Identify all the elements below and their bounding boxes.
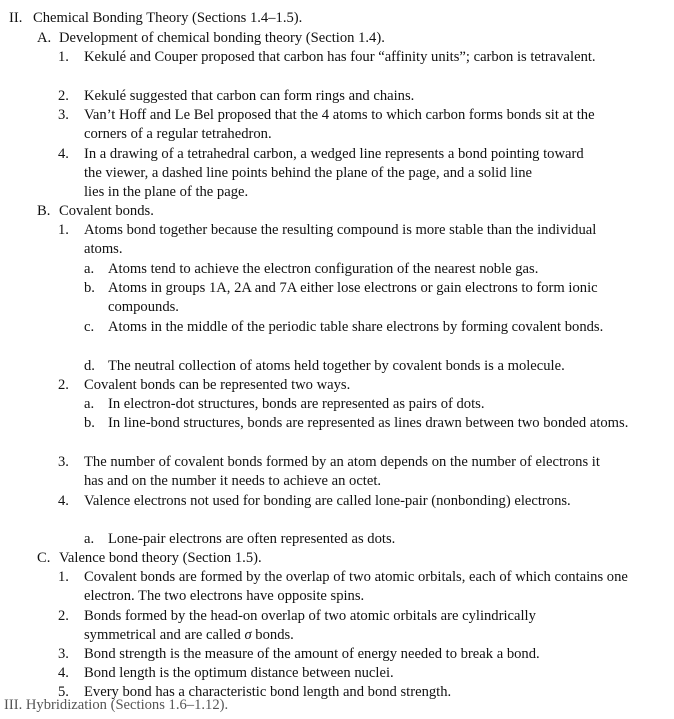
subitem-text: In line-bond structures, bonds are represented as lines drawn between two bonded atoms. (108, 415, 629, 431)
subsection-letter: B. (37, 203, 51, 219)
item-text: Every bond has a characteristic bond length and bond strength. (84, 684, 452, 700)
subitem-letter: b. (84, 415, 95, 431)
subsection-title: Valence bond theory (Section 1.5). (59, 550, 262, 566)
list-item (58, 87, 658, 106)
subitem-text: The neutral collection of atoms held together by covalent bonds is a molecule. (108, 358, 565, 374)
list-subitem (84, 530, 644, 549)
list-item (58, 376, 658, 395)
item-text: Bonds formed by the head-on overlap of two atomic orbitals are cylindrically symmetrical and are called σ bonds. (84, 608, 536, 643)
list-item (58, 645, 668, 664)
list-item (58, 607, 606, 645)
section-heading (9, 9, 659, 28)
item-number: 4. (58, 665, 69, 681)
subsection-title: Development of chemical bonding theory (Section 1.4). (59, 30, 385, 46)
item-text: Kekulé and Couper proposed that carbon has four “affinity units”; carbon is tetravalent. (84, 49, 596, 65)
subitem-letter: a. (84, 261, 95, 277)
item-number: 5. (58, 684, 69, 700)
list-item (58, 568, 634, 606)
subsection-title: Covalent bonds. (59, 203, 154, 219)
list-item (58, 145, 668, 202)
next-section-heading-cutoff: III. Hybridization (Sections 1.6–1.12). (4, 697, 229, 713)
subsection-heading-a (37, 29, 657, 48)
sigma-symbol: σ (244, 627, 252, 643)
list-item (58, 48, 614, 67)
subitem-letter: d. (84, 358, 95, 374)
list-item (58, 106, 638, 144)
section-number: II. (9, 10, 23, 26)
item-number: 3. (58, 454, 69, 470)
item-text: Bond length is the optimum distance between nuclei. (84, 665, 394, 681)
item-text: Van’t Hoff and Le Bel proposed that the 4 atoms to which carbon forms bonds sit at the corners of a regular tetrahedron. (84, 107, 595, 142)
item-number: 4. (58, 146, 69, 162)
item-number: 4. (58, 493, 69, 509)
item-number: 3. (58, 107, 69, 123)
subitem-text: Atoms in groups 1A, 2A and 7A either lose electrons or gain electrons to form ionic compounds. (108, 280, 598, 315)
item-number: 1. (58, 49, 69, 65)
list-item (58, 221, 598, 259)
subsection-heading-c (37, 549, 657, 568)
item-number: 3. (58, 646, 69, 662)
item-number: 1. (58, 569, 69, 585)
item-text: In a drawing of a tetrahedral carbon, a wedged line represents a bond pointing toward the viewer, a dashed line points behind the plane of the page, and a solid line lies in the plane of the page. (84, 146, 584, 200)
item-text: Valence electrons not used for bonding are called lone-pair (nonbonding) electrons. (84, 493, 571, 509)
subitem-letter: c. (84, 319, 95, 335)
item-text: Covalent bonds can be represented two ways. (84, 377, 351, 393)
list-subitem (84, 260, 674, 279)
item-text: Atoms bond together because the resulting compound is more stable than the individual atoms. (84, 222, 597, 257)
item-number: 2. (58, 377, 69, 393)
item-text: Covalent bonds are formed by the overlap of two atomic orbitals, each of which contains one electron. The two electrons have opposite spins. (84, 569, 628, 604)
subitem-letter: a. (84, 531, 95, 547)
subsection-letter: C. (37, 550, 51, 566)
subitem-text: Atoms in the middle of the periodic table share electrons by forming covalent bonds. (108, 319, 604, 335)
list-subitem (84, 395, 664, 414)
subitem-text: Atoms tend to achieve the electron configuration of the nearest noble gas. (108, 261, 539, 277)
subitem-text: Lone-pair electrons are often represented as dots. (108, 531, 396, 547)
subitem-letter: b. (84, 280, 95, 296)
list-item (58, 453, 618, 491)
list-item (58, 664, 668, 683)
item-text: Kekulé suggested that carbon can form rings and chains. (84, 88, 415, 104)
item-number: 1. (58, 222, 69, 238)
list-item (58, 492, 588, 511)
subitem-letter: a. (84, 396, 95, 412)
subsection-letter: A. (37, 30, 52, 46)
section-title: Chemical Bonding Theory (Sections 1.4–1.5). (33, 10, 303, 26)
subitem-text: In electron-dot structures, bonds are represented as pairs of dots. (108, 396, 485, 412)
list-subitem (84, 414, 666, 433)
item-text: Bond strength is the measure of the amount of energy needed to break a bond. (84, 646, 540, 662)
item-number: 2. (58, 608, 69, 624)
list-subitem (84, 318, 632, 337)
item-text: The number of covalent bonds formed by an atom depends on the number of electrons it has and on the number it needs to achieve an octet. (84, 454, 600, 489)
subsection-heading-b (37, 202, 657, 221)
list-subitem (84, 357, 664, 376)
list-subitem (84, 279, 632, 317)
item-number: 2. (58, 88, 69, 104)
